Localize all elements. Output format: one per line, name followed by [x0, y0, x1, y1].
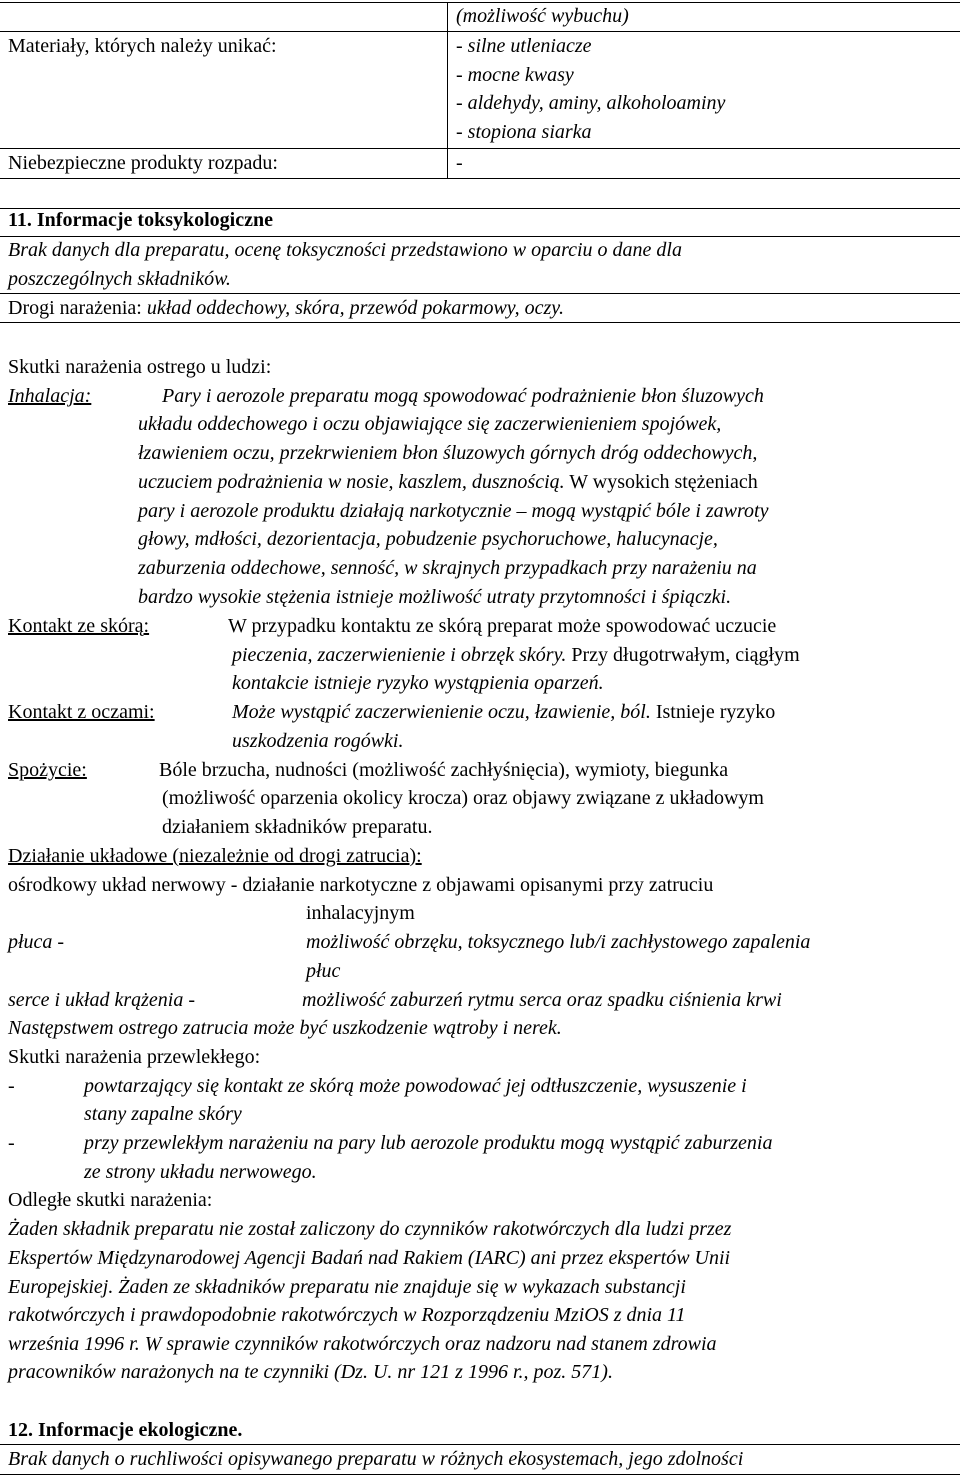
skin-contact-line: W przypadku kontaktu ze skórą preparat może spowodować uczucie [228, 615, 777, 637]
avoid-item: - aldehydy, aminy, alkoholoaminy [456, 92, 726, 114]
section-12-heading: 12. Informacje ekologiczne. [8, 1419, 243, 1441]
routes-line [8, 294, 564, 323]
ingestion-line: działaniem składników preparatu. [162, 816, 433, 838]
inhalation-line: głowy, mdłości, dezorientacja, pobudzenie psychoruchowe, halucynacje, [138, 528, 718, 550]
chronic-item-line: powtarzający się kontakt ze skórą może powodować jej odtłuszczenie, wysuszenie i [84, 1075, 747, 1097]
inhalation-line: zaburzenia oddechowe, senność, w skrajnych przypadkach przy narażeniu na [138, 557, 757, 579]
avoid-item: - mocne kwasy [456, 64, 574, 86]
eye-contact-line: Może wystąpić zaczerwienienie oczu, łzawienie, ból. Istnieje ryzyko [232, 701, 776, 723]
decomposition-value: - [456, 152, 463, 174]
ingestion-line: Bóle brzucha, nudności (możliwość zachłyśnięcia), wymioty, biegunka [159, 759, 729, 781]
inhalation-label: Inhalacja: [8, 385, 92, 407]
acute-consequence-line: Następstwem ostrego zatrucia może być uszkodzenie wątroby i nerek. [8, 1017, 562, 1039]
heart-value: możliwość zaburzeń rytmu serca oraz spadku ciśnienia krwi [302, 989, 782, 1011]
avoid-item: - stopiona siarka [456, 121, 592, 143]
inhalation-line: łzawieniem oczu, przekrwieniem błon śluzowych górnych dróg oddechowych, [138, 442, 758, 464]
ingestion-label: Spożycie: [8, 759, 87, 781]
inhalation-line: uczuciem podrażnienia w nosie, kaszlem, dusznością. W wysokich stężeniach [138, 471, 758, 493]
intro-line: Brak danych dla preparatu, ocenę toksyczności przedstawiono w oparciu o dane dla [8, 239, 682, 261]
distant-effects-line: września 1996 r. W sprawie czynników rakotwórczych oraz nadzoru nad stanem zdrowia [8, 1333, 717, 1355]
distant-effects-line: pracowników narażonych na te czynniki (Dz. U. nr 121 z 1996 r., poz. 571). [8, 1361, 613, 1383]
acute-effects-heading: Skutki narażenia ostrego u ludzi: [8, 356, 272, 378]
skin-contact-line: kontakcie istnieje ryzyko wystąpienia oparzeń. [232, 672, 604, 694]
distant-effects-line: Europejskiej. Żaden ze składników preparatu nie znajduje się w wykazach substancji [8, 1276, 686, 1298]
chronic-item-dash: - [8, 1075, 15, 1097]
lungs-value: możliwość obrzęku, toksycznego lub/i zachłystowego zapalenia [306, 931, 811, 953]
skin-contact-line: pieczenia, zaczerwienienie i obrzęk skóry. Przy długotrwałym, ciągłym [232, 644, 800, 666]
cns-line: ośrodkowy układ nerwowy - działanie narkotyczne z objawami opisanymi przy zatruciu [8, 874, 714, 896]
table-bottom-border [0, 178, 960, 179]
lungs-label: płuca - [8, 931, 65, 953]
section-box-border [0, 1474, 960, 1475]
chronic-item-dash: - [8, 1132, 15, 1154]
inhalation-line: Pary i aerozole preparatu mogą spowodować podrażnienie błon śluzowych [162, 385, 764, 407]
inhalation-line: bardzo wysokie stężenia istnieje możliwość utraty przytomności i śpiączki. [138, 586, 732, 608]
eye-contact-label: Kontakt z oczami: [8, 701, 155, 723]
eye-contact-line: uszkodzenia rogówki. [232, 730, 404, 752]
inhalation-line: pary i aerozole produktu działają narkotycznie – mogą wystąpić bóle i zawroty [138, 500, 769, 522]
routes-value: układ oddechowy, skóra, przewód pokarmowy, oczy. [146, 297, 565, 319]
section-12-line: Brak danych o ruchliwości opisywanego preparatu w różnych ekosystemach, jego zdolności [8, 1448, 744, 1470]
cns-line-continued: inhalacyjnym [306, 902, 415, 924]
avoid-materials-label: Materiały, których należy unikać: [8, 35, 277, 57]
table-cell-explosion: (możliwość wybuchu) [456, 5, 629, 27]
chronic-item-line: przy przewlekłym narażeniu na pary lub aerozole produktu mogą wystąpić zaburzenia [84, 1132, 773, 1154]
systemic-action-heading: Działanie układowe (niezależnie od drogi zatrucia): [8, 845, 422, 867]
distant-effects-line: Żaden składnik preparatu nie został zaliczony do czynników rakotwórczych dla ludzi przez [8, 1218, 732, 1240]
intro-line: poszczególnych składników. [8, 268, 231, 290]
inhalation-line: układu oddechowego i oczu objawiające się zaczerwienieniem spojówek, [138, 413, 722, 435]
chronic-item-line: stany zapalne skóry [84, 1103, 242, 1125]
decomposition-label: Niebezpieczne produkty rozpadu: [8, 152, 278, 174]
chronic-item-line: ze strony układu nerwowego. [84, 1161, 317, 1183]
lungs-value-continued: płuc [306, 960, 341, 982]
avoid-item: - silne utleniacze [456, 35, 592, 57]
ingestion-line: (możliwość oparzenia okolicy krocza) oraz objawy związane z układowym [162, 787, 764, 809]
table-column-divider [447, 2, 448, 178]
distant-effects-heading: Odległe skutki narażenia: [8, 1189, 213, 1211]
heart-label: serce i układ krążenia - [8, 989, 195, 1011]
distant-effects-line: Ekspertów Międzynarodowej Agencji Badań nad Rakiem (IARC) ani przez ekspertów Unii [8, 1247, 731, 1269]
chronic-effects-heading: Skutki narażenia przewlekłego: [8, 1046, 261, 1068]
routes-label: Drogi narażenia: [8, 297, 147, 319]
skin-contact-label: Kontakt ze skórą: [8, 615, 150, 637]
distant-effects-line: rakotwórczych i prawdopodobnie rakotwórczych w Rozporządzeniu MziOS z dnia 11 [8, 1304, 686, 1326]
section-box-border [0, 322, 960, 323]
section-11-heading: 11. Informacje toksykologiczne [8, 209, 273, 231]
